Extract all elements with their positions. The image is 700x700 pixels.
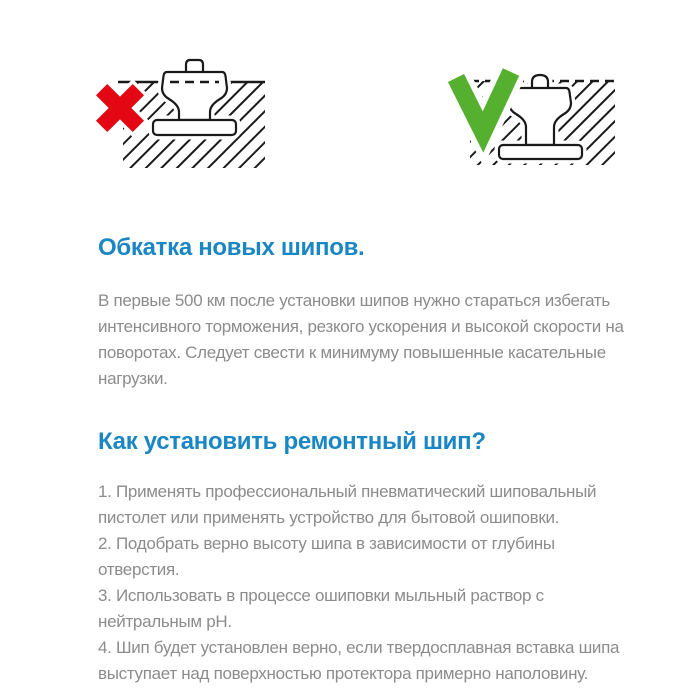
install-step-2: 2. Подобрать верно высоту шипа в зависимости от глубины отверстия. bbox=[98, 534, 555, 579]
correct-stud-diagram bbox=[445, 50, 645, 175]
stud-flange bbox=[499, 145, 582, 159]
figure-correct-stud bbox=[445, 50, 645, 175]
install-steps-list bbox=[98, 479, 625, 687]
stud-flange bbox=[153, 120, 236, 135]
section-2-heading: Как установить ремонтный шип? bbox=[98, 428, 486, 455]
figure-incorrect-stud bbox=[85, 50, 285, 175]
section-1-paragraph: В первые 500 км после установки шипов нужно стараться избегать интенсивного торможения, резкого ускорения и высокой скорости на поворотах. Следует свести к минимуму повышенные касательные нагрузки. bbox=[98, 291, 624, 388]
install-step-1: 1. Применять профессиональный пневматический шиповальный пистолет или применять устройство для бытовой ошиповки. bbox=[98, 482, 597, 527]
section-1-heading: Обкатка новых шипов. bbox=[98, 234, 365, 261]
stud bbox=[153, 60, 236, 135]
install-step-4: 4. Шип будет установлен верно, если твердосплавная вставка шипа выступает над поверхностью протектора примерно наполовину. bbox=[98, 638, 620, 683]
install-step-3: 3. Использовать в процессе ошиповки мыльный раствор с нейтральным pH. bbox=[98, 586, 544, 631]
incorrect-stud-diagram bbox=[85, 50, 285, 175]
